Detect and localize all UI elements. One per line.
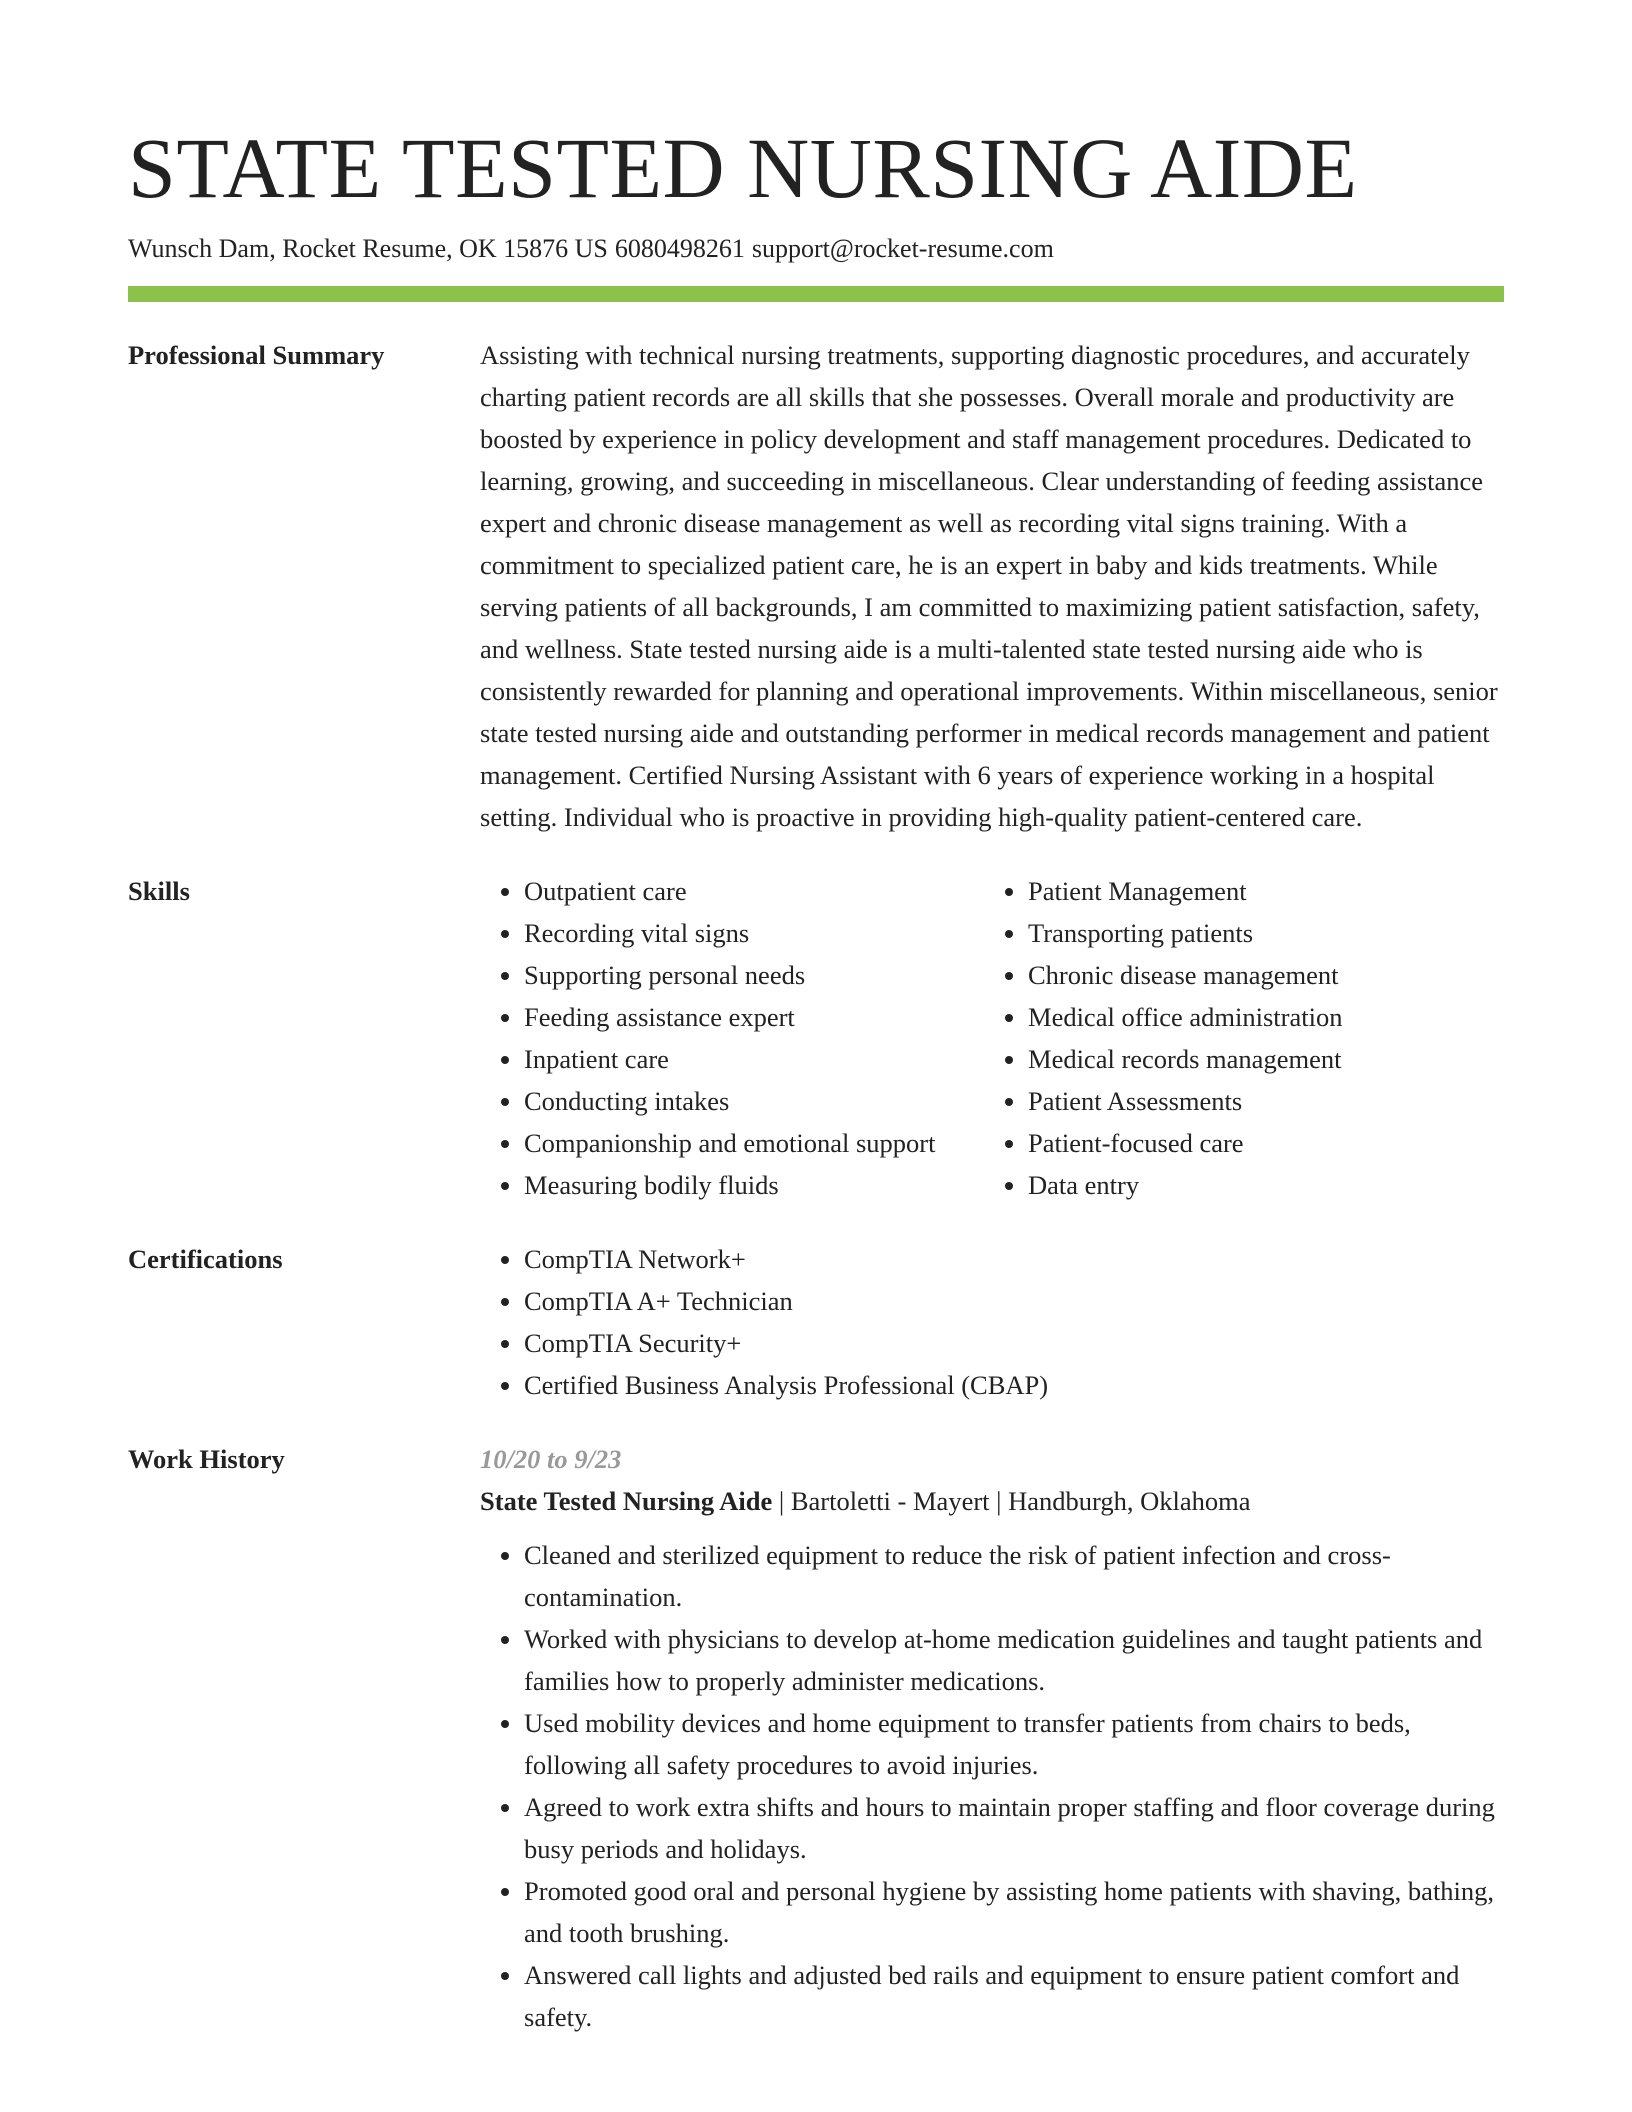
certifications-section: [128, 1238, 1504, 1406]
skills-heading: Skills: [128, 876, 190, 906]
contact-phone: 6080498261: [614, 234, 745, 263]
skill-item: • Companionship and emotional support: [524, 1122, 984, 1164]
job-bullet: • Agreed to work extra shifts and hours to maintain proper staffing and floor coverage during busy periods and holidays.: [524, 1786, 1504, 1870]
certifications-heading: Certifications: [128, 1244, 283, 1274]
skill-item: • Patient-focused care: [1028, 1122, 1342, 1164]
contact-email: support@rocket-resume.com: [751, 234, 1054, 263]
job-title: State Tested Nursing Aide: [480, 1486, 773, 1516]
skill-item: • Medical office administration: [1028, 996, 1342, 1038]
work-history-body: [480, 1438, 1504, 2038]
work-history-section: [128, 1438, 1504, 2038]
skill-item: • Recording vital signs: [524, 912, 984, 954]
skill-item: • Patient Management: [1028, 870, 1342, 912]
skills-column-2: [984, 870, 1342, 1206]
resume-page: [128, 118, 1504, 2038]
skill-item: • Outpatient care: [524, 870, 984, 912]
summary-text: Assisting with technical nursing treatments, supporting diagnostic procedures, and accurately charting patient records are all skills that she possesses. Overall morale and productivity are boosted by experience in policy development and staff management procedures. Dedicated to learning, growing, and succeeding in miscellaneous. Clear understanding of feeding assistance expert and chronic disease management as well as recording vital signs training. With a commitment to specialized patient care, he is an expert in baby and kids treatments. While serving patients of all backgrounds, I am committed to maximizing patient satisfaction, safety, and wellness. State tested nursing aide is a multi-talented state tested nursing aide who is consistently rewarded for planning and operational improvements. Within miscellaneous, senior state tested nursing aide and outstanding performer in medical records management and patient management. Certified Nursing Assistant with 6 years of experience working in a hospital setting. Individual who is proactive in providing high-quality patient-centered care.: [480, 340, 1498, 832]
job-dates: 10/20 to 9/23: [480, 1444, 622, 1474]
skill-item: • Supporting personal needs: [524, 954, 984, 996]
summary-heading: Professional Summary: [128, 340, 385, 370]
resume-name: STATE TESTED NURSING AIDE: [128, 120, 1358, 216]
certification-item: • CompTIA Security+: [524, 1322, 1504, 1364]
summary-section: [128, 334, 1504, 838]
job-bullet: • Answered call lights and adjusted bed rails and equipment to ensure patient comfort and safety.: [524, 1954, 1504, 2038]
skill-item: • Feeding assistance expert: [524, 996, 984, 1038]
job-bullet: • Used mobility devices and home equipment to transfer patients from chairs to beds, following all safety procedures to avoid injuries.: [524, 1702, 1504, 1786]
skill-item: • Conducting intakes: [524, 1080, 984, 1122]
certifications-body: [480, 1238, 1504, 1406]
job-bullet: • Cleaned and sterilized equipment to reduce the risk of patient infection and cross-contamination.: [524, 1534, 1504, 1618]
skill-item: • Medical records management: [1028, 1038, 1342, 1080]
job-bullet: • Promoted good oral and personal hygiene by assisting home patients with shaving, bathing, and tooth brushing.: [524, 1870, 1504, 1954]
skill-item: • Patient Assessments: [1028, 1080, 1342, 1122]
skill-item: • Chronic disease management: [1028, 954, 1342, 996]
job-heading: [480, 1480, 1504, 1522]
summary-body: [480, 334, 1504, 838]
skill-item: • Data entry: [1028, 1164, 1342, 1206]
job-bullet: • Worked with physicians to develop at-home medication guidelines and taught patients and families how to properly administer medications.: [524, 1618, 1504, 1702]
certification-item: • CompTIA Network+: [524, 1238, 1504, 1280]
job-bullets: [480, 1534, 1504, 2038]
skills-body: [480, 870, 1504, 1206]
contact-address: Wunsch Dam, Rocket Resume, OK 15876 US: [128, 234, 608, 263]
skill-item: • Inpatient care: [524, 1038, 984, 1080]
accent-divider: [128, 286, 1504, 302]
certifications-list: [480, 1238, 1504, 1406]
skill-item: • Measuring bodily fluids: [524, 1164, 984, 1206]
skill-item: • Transporting patients: [1028, 912, 1342, 954]
skills-section: [128, 870, 1504, 1206]
certification-item: • CompTIA A+ Technician: [524, 1280, 1504, 1322]
contact-line: [128, 232, 1504, 266]
job-details: | Bartoletti - Mayert | Handburgh, Oklahoma: [772, 1486, 1251, 1516]
skills-column-1: [480, 870, 984, 1206]
certification-item: • Certified Business Analysis Professional (CBAP): [524, 1364, 1504, 1406]
work-history-heading: Work History: [128, 1444, 285, 1474]
